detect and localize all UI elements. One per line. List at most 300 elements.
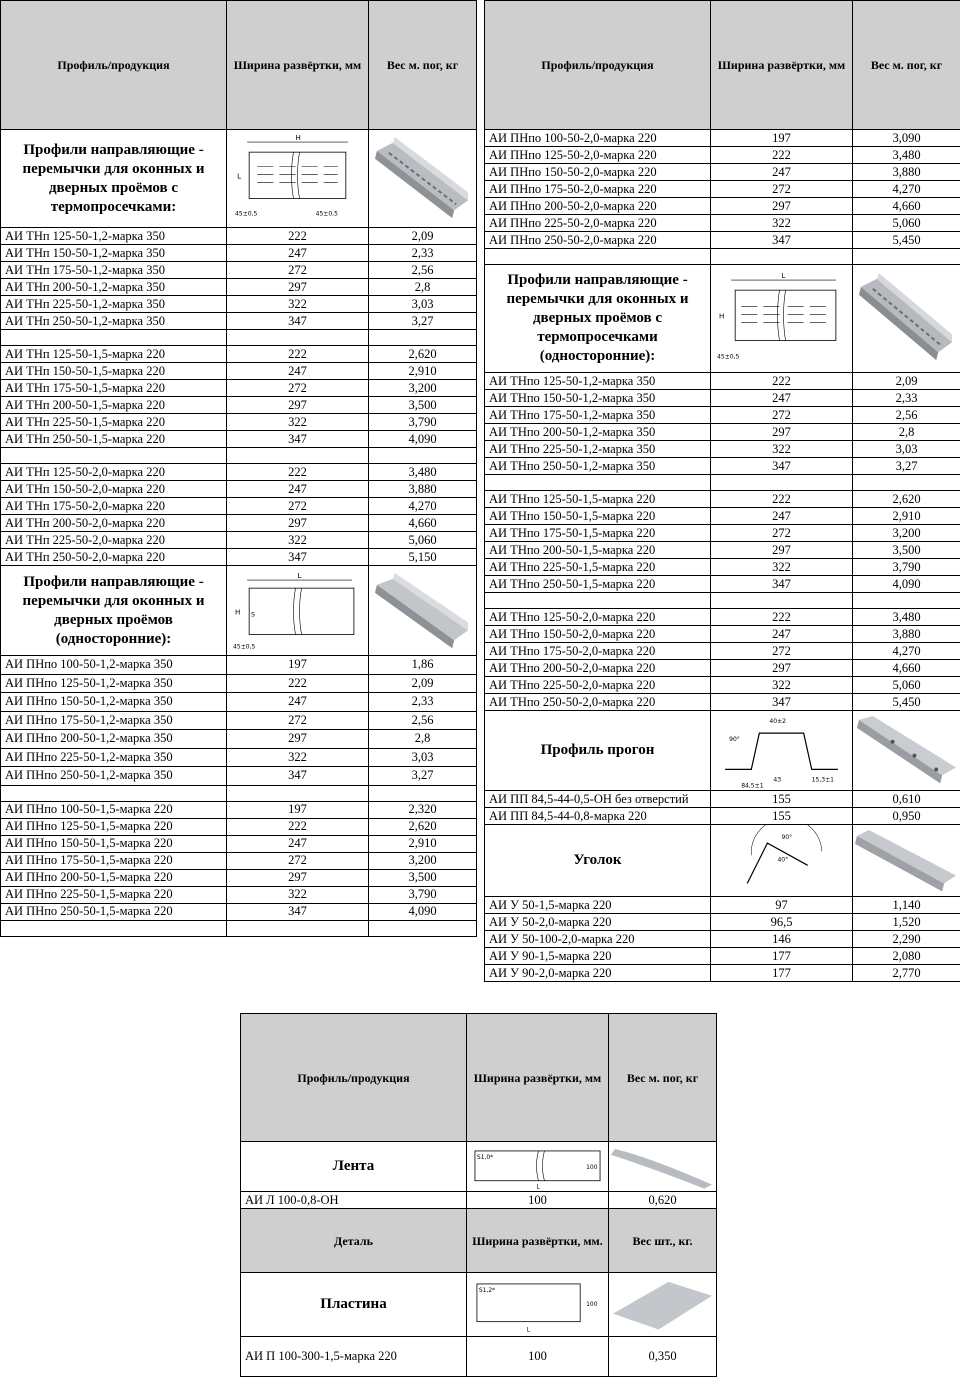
header-product: Профиль/продукция bbox=[1, 1, 227, 130]
table-row bbox=[241, 1337, 717, 1377]
cell-weight: 0,350 bbox=[609, 1337, 717, 1377]
section-row bbox=[241, 1273, 717, 1337]
cell-product: АИ ТНп 250-50-2,0-марка 220 bbox=[1, 549, 227, 566]
cell-weight: 3,790 bbox=[369, 414, 477, 431]
section-title: Профили направляющие - перемычки для оконных и дверных проёмов (односторонние): bbox=[1, 566, 227, 656]
table-row bbox=[485, 198, 960, 215]
profile-drawing bbox=[711, 825, 853, 897]
cell-width: 177 bbox=[711, 965, 853, 982]
cell-width: 247 bbox=[711, 164, 853, 181]
cell-product: АИ ТНпо 225-50-2,0-марка 220 bbox=[485, 677, 711, 694]
cell-product: АИ ПНпо 175-50-1,2-марка 350 bbox=[1, 711, 227, 730]
cell-width: 297 bbox=[711, 660, 853, 677]
cell-width: 322 bbox=[711, 559, 853, 576]
cell-weight: 2,8 bbox=[369, 279, 477, 296]
table-row bbox=[485, 458, 960, 475]
table-row bbox=[1, 693, 477, 712]
cell-width: 347 bbox=[227, 549, 369, 566]
cell-product: АИ ПНпо 225-50-1,5-марка 220 bbox=[1, 886, 227, 903]
dim-label: S1,2* bbox=[478, 1286, 496, 1294]
cell-weight: 0,950 bbox=[853, 808, 960, 825]
cell-width: 297 bbox=[711, 424, 853, 441]
cell-width: 272 bbox=[711, 407, 853, 424]
cell-weight: 2,290 bbox=[853, 931, 960, 948]
table-row bbox=[1, 801, 477, 818]
table-row bbox=[485, 181, 960, 198]
table-row bbox=[485, 215, 960, 232]
cell-product: АИ ТНп 225-50-1,2-марка 350 bbox=[1, 296, 227, 313]
section-row bbox=[485, 711, 960, 791]
cell-width: 322 bbox=[711, 677, 853, 694]
cell-width: 247 bbox=[227, 835, 369, 852]
cell-product: АИ ПНпо 250-50-1,5-марка 220 bbox=[1, 903, 227, 920]
cell-product: АИ ТНпо 125-50-1,5-марка 220 bbox=[485, 491, 711, 508]
table-row bbox=[1, 852, 477, 869]
header-width: Ширина развёртки, мм bbox=[467, 1014, 609, 1142]
cell-product: АИ ТНпо 125-50-1,2-марка 350 bbox=[485, 373, 711, 390]
cell-weight: 2,56 bbox=[369, 711, 477, 730]
table-row bbox=[1, 903, 477, 920]
dim-label: L bbox=[297, 571, 302, 581]
cell-width: 197 bbox=[227, 801, 369, 818]
cell-product: АИ ТНпо 150-50-2,0-марка 220 bbox=[485, 626, 711, 643]
cell-weight: 3,790 bbox=[369, 886, 477, 903]
cell-width: 322 bbox=[227, 296, 369, 313]
dim-label: 90° bbox=[781, 834, 793, 842]
cell-width: 347 bbox=[227, 313, 369, 330]
cell-width: 322 bbox=[227, 886, 369, 903]
cell-product: АИ ПНпо 100-50-1,5-марка 220 bbox=[1, 801, 227, 818]
dim-label: 40° bbox=[777, 856, 789, 864]
cell-product: АИ ТНпо 200-50-1,5-марка 220 bbox=[485, 542, 711, 559]
table-row bbox=[1, 245, 477, 262]
table-row bbox=[1, 886, 477, 903]
section-title: Профиль прогон bbox=[485, 711, 711, 791]
strip-drawing-icon bbox=[467, 1143, 608, 1191]
spacer-row bbox=[1, 920, 477, 936]
cell-width: 155 bbox=[711, 808, 853, 825]
cell-product: АИ ПНпо 175-50-1,5-марка 220 bbox=[1, 852, 227, 869]
cell-width: 272 bbox=[711, 181, 853, 198]
cell-width: 297 bbox=[227, 730, 369, 749]
profile-drawing bbox=[227, 130, 369, 228]
table-row bbox=[485, 626, 960, 643]
table-row bbox=[485, 407, 960, 424]
cell-width: 272 bbox=[227, 262, 369, 279]
cell-weight: 3,500 bbox=[853, 542, 960, 559]
cell-weight: 4,270 bbox=[853, 181, 960, 198]
cell-width: 222 bbox=[227, 228, 369, 245]
cell-product: АИ ТНпо 225-50-1,2-марка 350 bbox=[485, 441, 711, 458]
dim-label: 45±0,5 bbox=[235, 210, 258, 218]
dim-label: 100 bbox=[586, 1163, 598, 1171]
cell-width: 247 bbox=[711, 390, 853, 407]
cell-product: АИ ТНп 125-50-2,0-марка 220 bbox=[1, 464, 227, 481]
cell-width: 222 bbox=[711, 609, 853, 626]
cell-width: 297 bbox=[711, 198, 853, 215]
header-row bbox=[1, 1, 477, 130]
cell-product: АИ П 100-300-1,5-марка 220 bbox=[241, 1337, 467, 1377]
header-weight: Вес м. пог, кг bbox=[369, 1, 477, 130]
plate-drawing-icon bbox=[467, 1274, 608, 1336]
cell-product: АИ ТНпо 250-50-1,5-марка 220 bbox=[485, 576, 711, 593]
cell-weight: 2,080 bbox=[853, 948, 960, 965]
section-title: Профили направляющие - перемычки для оконных и дверных проёмов с термопросечками: bbox=[1, 130, 227, 228]
cell-weight: 3,200 bbox=[369, 852, 477, 869]
cell-width: 297 bbox=[227, 515, 369, 532]
cell-product: АИ ТНп 225-50-2,0-марка 220 bbox=[1, 532, 227, 549]
table-row bbox=[485, 914, 960, 931]
cell-product: АИ ТНп 175-50-2,0-марка 220 bbox=[1, 498, 227, 515]
cell-weight: 3,500 bbox=[369, 397, 477, 414]
dim-label: S bbox=[251, 611, 256, 619]
cell-width: 272 bbox=[711, 643, 853, 660]
table-row bbox=[1, 228, 477, 245]
cell-width: 222 bbox=[227, 346, 369, 363]
cell-width: 155 bbox=[711, 791, 853, 808]
table-row bbox=[485, 694, 960, 711]
perforated-one-sided-drawing-icon bbox=[711, 266, 852, 371]
table-row bbox=[485, 948, 960, 965]
table-row bbox=[1, 869, 477, 886]
profile-drawing bbox=[227, 566, 369, 656]
cell-weight: 5,150 bbox=[369, 549, 477, 566]
table-row bbox=[1, 656, 477, 675]
cell-weight: 2,56 bbox=[853, 407, 960, 424]
section-row bbox=[485, 265, 960, 373]
spacer-row bbox=[1, 330, 477, 346]
header-row bbox=[241, 1014, 717, 1142]
left-table bbox=[0, 0, 477, 937]
cell-width: 347 bbox=[227, 767, 369, 786]
profile-photo-icon bbox=[853, 267, 960, 370]
cell-product: АИ ПНпо 250-50-2,0-марка 220 bbox=[485, 232, 711, 249]
cell-product: АИ ТНп 125-50-1,5-марка 220 bbox=[1, 346, 227, 363]
table-row bbox=[485, 424, 960, 441]
cell-weight: 2,620 bbox=[369, 818, 477, 835]
cell-weight: 3,480 bbox=[853, 147, 960, 164]
table-row bbox=[1, 767, 477, 786]
cell-weight: 5,060 bbox=[369, 532, 477, 549]
table-row bbox=[485, 791, 960, 808]
perforated-profile-drawing-icon bbox=[227, 130, 368, 227]
cell-weight: 2,620 bbox=[853, 491, 960, 508]
cell-width: 347 bbox=[711, 694, 853, 711]
table-row bbox=[485, 643, 960, 660]
cell-product: АИ ПНпо 200-50-2,0-марка 220 bbox=[485, 198, 711, 215]
cell-width: 222 bbox=[711, 491, 853, 508]
cell-product: АИ У 90-1,5-марка 220 bbox=[485, 948, 711, 965]
table-row bbox=[485, 441, 960, 458]
cell-weight: 1,86 bbox=[369, 656, 477, 675]
one-sided-profile-drawing-icon bbox=[227, 566, 368, 655]
table-row bbox=[485, 931, 960, 948]
cell-width: 100 bbox=[467, 1192, 609, 1209]
table-row bbox=[485, 491, 960, 508]
cell-width: 322 bbox=[711, 441, 853, 458]
dim-label: 84,5±1 bbox=[741, 782, 764, 790]
cell-width: 347 bbox=[227, 431, 369, 448]
cell-product: АИ ПНпо 200-50-1,5-марка 220 bbox=[1, 869, 227, 886]
cell-weight: 5,060 bbox=[853, 677, 960, 694]
cell-product: АИ ПП 84,5-44-0,8-марка 220 bbox=[485, 808, 711, 825]
cell-weight: 3,03 bbox=[369, 296, 477, 313]
table-row bbox=[485, 542, 960, 559]
cell-product: АИ ТНп 150-50-1,2-марка 350 bbox=[1, 245, 227, 262]
table-row bbox=[241, 1192, 717, 1209]
cell-weight: 2,910 bbox=[369, 835, 477, 852]
cell-weight: 2,09 bbox=[853, 373, 960, 390]
table-row bbox=[485, 130, 960, 147]
cell-product: АИ У 90-2,0-марка 220 bbox=[485, 965, 711, 982]
purlin-photo-icon bbox=[853, 712, 960, 789]
profile-photo bbox=[369, 566, 477, 656]
cell-weight: 4,660 bbox=[369, 515, 477, 532]
table-row bbox=[1, 674, 477, 693]
cell-product: АИ У 50-2,0-марка 220 bbox=[485, 914, 711, 931]
cell-width: 222 bbox=[227, 674, 369, 693]
cell-weight: 3,27 bbox=[369, 313, 477, 330]
cell-product: АИ ТНп 200-50-1,5-марка 220 bbox=[1, 397, 227, 414]
cell-width: 222 bbox=[711, 147, 853, 164]
cell-weight: 3,03 bbox=[853, 441, 960, 458]
cell-weight: 4,090 bbox=[369, 903, 477, 920]
table-row bbox=[1, 818, 477, 835]
header-width: Ширина развёртки, мм bbox=[711, 1, 853, 130]
table-row bbox=[1, 296, 477, 313]
cell-product: АИ ТНпо 125-50-2,0-марка 220 bbox=[485, 609, 711, 626]
section-row bbox=[1, 130, 477, 228]
cell-weight: 3,480 bbox=[369, 464, 477, 481]
cell-width: 247 bbox=[227, 481, 369, 498]
profile-drawing bbox=[467, 1273, 609, 1337]
dim-label: S1,0* bbox=[476, 1153, 494, 1161]
angle-photo-icon bbox=[853, 826, 960, 895]
cell-weight: 3,880 bbox=[853, 164, 960, 181]
plate-photo-icon bbox=[609, 1274, 716, 1335]
cell-width: 322 bbox=[711, 215, 853, 232]
right-table bbox=[484, 0, 960, 982]
cell-weight: 1,140 bbox=[853, 897, 960, 914]
profile-photo bbox=[369, 130, 477, 228]
spacer-row bbox=[485, 593, 960, 609]
cell-weight: 2,56 bbox=[369, 262, 477, 279]
cell-weight: 4,090 bbox=[853, 576, 960, 593]
cell-product: АИ ТНп 250-50-1,2-марка 350 bbox=[1, 313, 227, 330]
cell-weight: 3,880 bbox=[369, 481, 477, 498]
cell-weight: 2,33 bbox=[853, 390, 960, 407]
table-row bbox=[485, 508, 960, 525]
profile-drawing bbox=[711, 265, 853, 373]
cell-weight: 2,320 bbox=[369, 801, 477, 818]
dim-label: 45±0,5 bbox=[717, 353, 740, 361]
spacer-row bbox=[1, 448, 477, 464]
section-title: Лента bbox=[241, 1142, 467, 1192]
table-row bbox=[485, 660, 960, 677]
cell-product: АИ ПНпо 150-50-1,5-марка 220 bbox=[1, 835, 227, 852]
cell-product: АИ ТНпо 150-50-1,5-марка 220 bbox=[485, 508, 711, 525]
table-row bbox=[485, 897, 960, 914]
cell-product: АИ ТНп 150-50-2,0-марка 220 bbox=[1, 481, 227, 498]
cell-width: 247 bbox=[711, 626, 853, 643]
cell-weight: 3,27 bbox=[853, 458, 960, 475]
section-row bbox=[241, 1142, 717, 1192]
table-row bbox=[1, 397, 477, 414]
cell-weight: 5,060 bbox=[853, 215, 960, 232]
cell-weight: 3,790 bbox=[853, 559, 960, 576]
cell-product: АИ ТНпо 175-50-2,0-марка 220 bbox=[485, 643, 711, 660]
dim-label: H bbox=[295, 133, 301, 143]
cell-weight: 3,200 bbox=[853, 525, 960, 542]
cell-width: 272 bbox=[711, 525, 853, 542]
cell-width: 297 bbox=[227, 397, 369, 414]
profile-photo bbox=[609, 1142, 717, 1192]
cell-width: 146 bbox=[711, 931, 853, 948]
cell-weight: 2,09 bbox=[369, 674, 477, 693]
table-row bbox=[1, 464, 477, 481]
dim-label: 40±2 bbox=[769, 718, 786, 726]
cell-weight: 5,450 bbox=[853, 694, 960, 711]
cell-width: 197 bbox=[227, 656, 369, 675]
cell-product: АИ ПНпо 125-50-2,0-марка 220 bbox=[485, 147, 711, 164]
cell-product: АИ ПНпо 225-50-1,2-марка 350 bbox=[1, 748, 227, 767]
cell-width: 197 bbox=[711, 130, 853, 147]
header-detail: Деталь bbox=[241, 1209, 467, 1273]
table-row bbox=[485, 390, 960, 407]
dim-label: H bbox=[235, 607, 241, 617]
cell-weight: 4,270 bbox=[369, 498, 477, 515]
bottom-table bbox=[240, 1013, 717, 1377]
cell-product: АИ ПНпо 175-50-2,0-марка 220 bbox=[485, 181, 711, 198]
cell-product: АИ ПНпо 150-50-1,2-марка 350 bbox=[1, 693, 227, 712]
cell-product: АИ Л 100-0,8-ОН bbox=[241, 1192, 467, 1209]
table-row bbox=[485, 232, 960, 249]
cell-weight: 4,270 bbox=[853, 643, 960, 660]
cell-width: 322 bbox=[227, 748, 369, 767]
cell-width: 297 bbox=[227, 869, 369, 886]
cell-weight: 2,910 bbox=[369, 363, 477, 380]
cell-product: АИ ПНпо 200-50-1,2-марка 350 bbox=[1, 730, 227, 749]
cell-width: 247 bbox=[227, 245, 369, 262]
cell-weight: 3,200 bbox=[369, 380, 477, 397]
cell-product: АИ ТНпо 200-50-2,0-марка 220 bbox=[485, 660, 711, 677]
table-row bbox=[1, 481, 477, 498]
cell-weight: 4,660 bbox=[853, 660, 960, 677]
table-row bbox=[485, 609, 960, 626]
table-row bbox=[1, 748, 477, 767]
table-row bbox=[485, 164, 960, 181]
cell-weight: 2,33 bbox=[369, 693, 477, 712]
cell-product: АИ ТНп 175-50-1,5-марка 220 bbox=[1, 380, 227, 397]
cell-product: АИ ТНпо 175-50-1,2-марка 350 bbox=[485, 407, 711, 424]
dim-label: 45±0,5 bbox=[315, 210, 338, 218]
cell-weight: 3,27 bbox=[369, 767, 477, 786]
dim-label: 45±0,5 bbox=[233, 643, 256, 651]
cell-product: АИ ПНпо 125-50-1,5-марка 220 bbox=[1, 818, 227, 835]
header-product: Профиль/продукция bbox=[241, 1014, 467, 1142]
cell-product: АИ ТНпо 150-50-1,2-марка 350 bbox=[485, 390, 711, 407]
table-row bbox=[485, 576, 960, 593]
purlin-drawing-icon bbox=[711, 711, 852, 790]
cell-product: АИ ПНпо 100-50-2,0-марка 220 bbox=[485, 130, 711, 147]
table-row bbox=[1, 498, 477, 515]
table-row bbox=[1, 431, 477, 448]
profile-photo bbox=[853, 825, 960, 897]
profile-drawing bbox=[711, 711, 853, 791]
cell-width: 297 bbox=[711, 542, 853, 559]
cell-width: 322 bbox=[227, 532, 369, 549]
cell-product: АИ ТНп 125-50-1,2-марка 350 bbox=[1, 228, 227, 245]
cell-weight: 0,620 bbox=[609, 1192, 717, 1209]
profile-photo bbox=[853, 265, 960, 373]
cell-product: АИ ТНп 200-50-1,2-марка 350 bbox=[1, 279, 227, 296]
cell-product: АИ ТНп 250-50-1,5-марка 220 bbox=[1, 431, 227, 448]
profile-photo bbox=[853, 711, 960, 791]
angle-drawing-icon bbox=[711, 825, 852, 896]
profile-photo-icon bbox=[369, 131, 476, 226]
header-row bbox=[485, 1, 960, 130]
cell-width: 222 bbox=[227, 464, 369, 481]
cell-width: 347 bbox=[711, 232, 853, 249]
cell-product: АИ ПНпо 100-50-1,2-марка 350 bbox=[1, 656, 227, 675]
cell-weight: 2,8 bbox=[853, 424, 960, 441]
cell-width: 177 bbox=[711, 948, 853, 965]
cell-width: 247 bbox=[227, 363, 369, 380]
profile-photo bbox=[609, 1273, 717, 1337]
header-row bbox=[241, 1209, 717, 1273]
table-row bbox=[1, 711, 477, 730]
cell-width: 222 bbox=[711, 373, 853, 390]
cell-product: АИ ТНпо 175-50-1,5-марка 220 bbox=[485, 525, 711, 542]
cell-weight: 3,500 bbox=[369, 869, 477, 886]
table-row bbox=[485, 677, 960, 694]
section-title: Пластина bbox=[241, 1273, 467, 1337]
table-row bbox=[485, 373, 960, 390]
header-width: Ширина развёртки, мм. bbox=[467, 1209, 609, 1273]
cell-width: 272 bbox=[227, 498, 369, 515]
cell-width: 347 bbox=[711, 576, 853, 593]
cell-weight: 4,660 bbox=[853, 198, 960, 215]
cell-width: 247 bbox=[227, 693, 369, 712]
cell-weight: 2,910 bbox=[853, 508, 960, 525]
header-weight-piece: Вес шт., кг. bbox=[609, 1209, 717, 1273]
cell-product: АИ ТНп 175-50-1,2-марка 350 bbox=[1, 262, 227, 279]
table-row bbox=[1, 730, 477, 749]
cell-product: АИ У 50-1,5-марка 220 bbox=[485, 897, 711, 914]
cell-product: АИ ПНпо 225-50-2,0-марка 220 bbox=[485, 215, 711, 232]
table-row bbox=[485, 147, 960, 164]
cell-width: 247 bbox=[711, 508, 853, 525]
cell-weight: 2,33 bbox=[369, 245, 477, 262]
cell-width: 272 bbox=[227, 380, 369, 397]
cell-weight: 2,8 bbox=[369, 730, 477, 749]
cell-product: АИ ПНпо 150-50-2,0-марка 220 bbox=[485, 164, 711, 181]
table-row bbox=[485, 965, 960, 982]
cell-width: 100 bbox=[467, 1337, 609, 1377]
table-row bbox=[1, 532, 477, 549]
table-row bbox=[485, 808, 960, 825]
cell-weight: 2,09 bbox=[369, 228, 477, 245]
cell-width: 347 bbox=[711, 458, 853, 475]
spacer-row bbox=[485, 475, 960, 491]
cell-weight: 5,450 bbox=[853, 232, 960, 249]
cell-weight: 2,620 bbox=[369, 346, 477, 363]
dim-label: 90° bbox=[729, 736, 740, 744]
cell-weight: 0,610 bbox=[853, 791, 960, 808]
cell-product: АИ ТНпо 200-50-1,2-марка 350 bbox=[485, 424, 711, 441]
dim-label: H bbox=[719, 311, 725, 321]
cell-weight: 3,480 bbox=[853, 609, 960, 626]
